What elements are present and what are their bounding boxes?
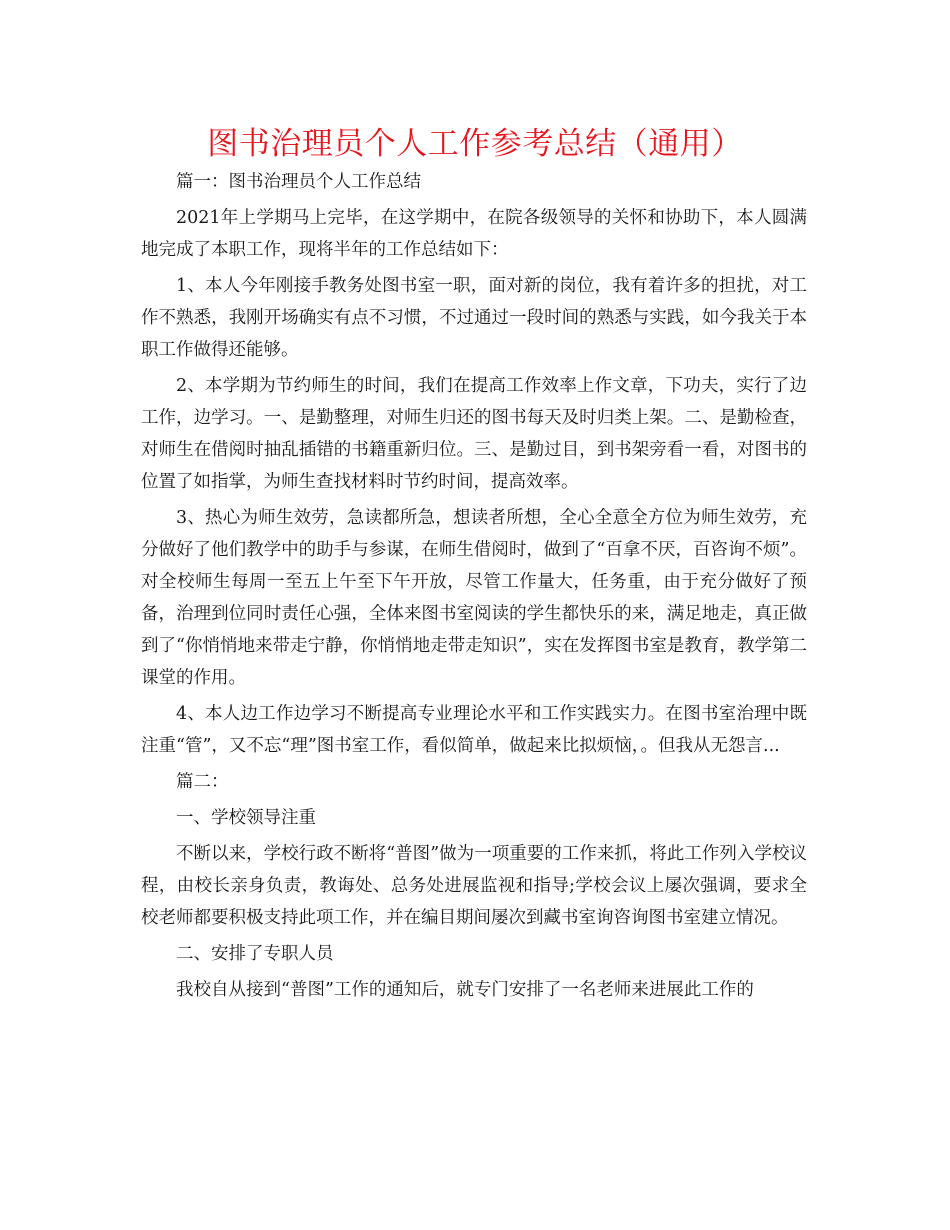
- paragraph-point-3: 3、热心为师生效劳，急读都所急，想读者所想，全心全意全方位为师生效劳，充分做好了他们教学中的助手与参谋，在师生借阅时，做到了“百拿不厌，百咨询不烦”。对全校师生每周一至五上午至下午开放，尽管工作量大，任务重，由于充分做好了预备，治理到位同时责任心强，全体来图书室阅读的学生都快乐的来，满足地走，真正做到了“你悄悄地来带走宁静，你悄悄地走带走知识”，实在发挥图书室是教育，教学第二课堂的作用。: [141, 508, 807, 688]
- paragraph-subheading-leadership: 一、学校领导注重: [176, 808, 316, 828]
- paragraph-staff-body: 我校自从接到“普图”工作的通知后，就专门安排了一名老师来进展此工作的: [176, 980, 754, 1000]
- paragraph-section-one-heading: 篇一：图书治理员个人工作总结: [176, 172, 421, 192]
- document-body: [141, 166, 807, 1010]
- paragraph-leadership-body: 不断以来，学校行政不断将“普图”做为一项重要的工作来抓，将此工作列入学校议程，由校长亲身负责，教诲处、总务处进展监视和指导;学校会议上屡次强调，要求全校老师都要积极支持此项工作，并在编目期间屡次到藏书室询咨询图书室建立情况。: [141, 844, 807, 928]
- paragraph-section-two-heading: 篇二：: [176, 772, 229, 792]
- paragraph-subheading-staff: 二、安排了专职人员: [176, 944, 334, 964]
- paragraph-point-2: 2、本学期为节约师生的时间，我们在提高工作效率上作文章，下功夫，实行了边工作，边学习。一、是勤整理，对师生归还的图书每天及时归类上架。二、是勤检查，对师生在借阅时抽乱插错的书籍重新归位。三、是勤过目，到书架旁看一看，对图书的位置了如指掌，为师生查找材料时节约时间，提高效率。: [141, 376, 807, 492]
- paragraph-point-1: 1、本人今年刚接手教务处图书室一职，面对新的岗位，我有着许多的担扰，对工作不熟悉，我刚开场确实有点不习惯，不过通过一段时间的熟悉与实践，如今我关于本职工作做得还能够。: [141, 276, 807, 360]
- paragraph-intro: 2021年上学期马上完毕，在这学期中，在院各级领导的关怀和协助下，本人圆满地完成了本职工作，现将半年的工作总结如下：: [141, 208, 807, 260]
- paragraph-point-4: 4、本人边工作边学习不断提高专业理论水平和工作实践实力。在图书室治理中既注重“管”，又不忘“理”图书室工作，看似简单，做起来比拟烦恼，。但我从无怨言...: [141, 704, 807, 756]
- document-title: 图书治理员个人工作参考总结（通用）: [207, 126, 743, 162]
